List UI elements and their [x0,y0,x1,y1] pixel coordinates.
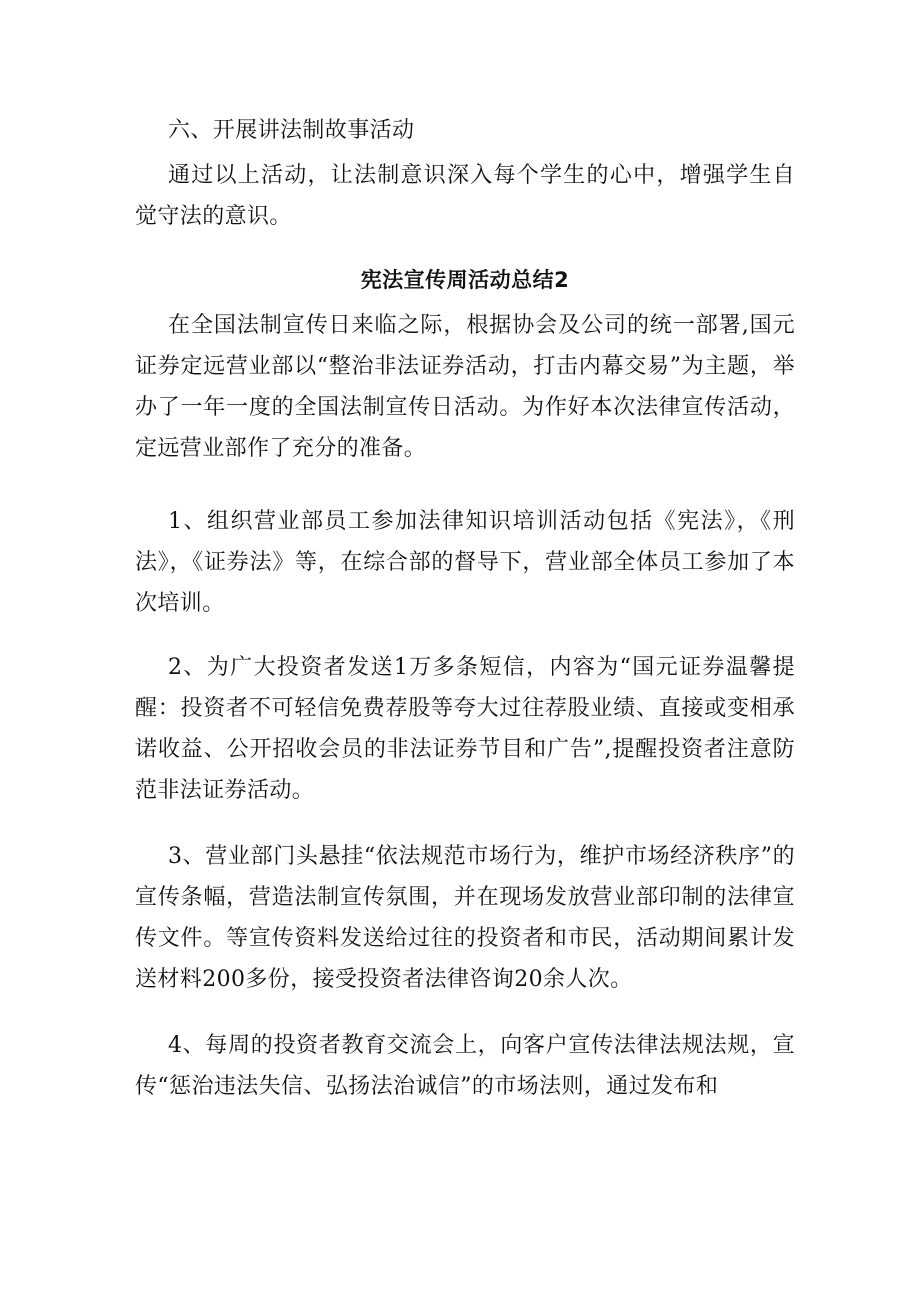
paragraph-intro: 在全国法制宣传日来临之际，根据协会及公司的统一部署,国元证券定远营业部以“整治非法证券活动，打击内幕交易”为主题，举办了一年一度的全国法制宣传日活动。为作好本次法律宣传活动，定远营业部作了充分的准备。 [135,313,795,461]
paragraph-item-2: 2、为广大投资者发送1万多条短信，内容为“国元证券温馨提醒：投资者不可轻信免费荐股等夸大过往荐股业绩、直接或变相承诺收益、公开招收会员的非法证券节目和广告”,提醒投资者注意防范非法证券活动。 [135,655,795,803]
paragraph-item-1: 1、组织营业部员工参加法律知识培训活动包括《宪法》，《刑法》，《证券法》等，在综合部的督导下，营业部全体员工参加了本次培训。 [135,509,795,616]
paragraph-activity-six: 六、开展讲法制故事活动 [168,118,415,143]
paragraph-item-3: 3、营业部门头悬挂“依法规范市场行为，维护市场经济秩序”的宣传条幅，营造法制宣传氛围，并在现场发放营业部印制的法律宣传文件。等宣传资料发送给过往的投资者和市民，活动期间累计发送材料200多份，接受投资者法律咨询20余人次。 [135,844,795,992]
section-heading: 宪法宣传周活动总结2 [360,268,570,292]
paragraph-summary: 通过以上活动，让法制意识深入每个学生的心中，增强学生自觉守法的意识。 [135,163,795,229]
paragraph-item-4: 4、每周的投资者教育交流会上，向客户宣传法律法规法规，宣传“惩治违法失信、弘扬法治诚信”的市场法则，通过发布和 [135,1033,795,1099]
